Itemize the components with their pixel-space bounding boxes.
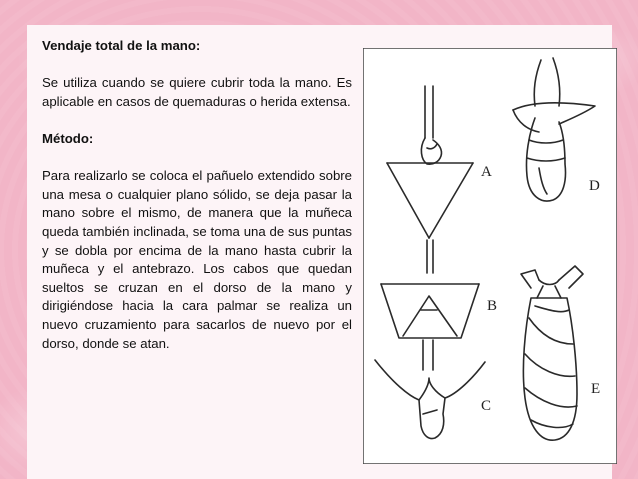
label-b: B [487, 298, 498, 314]
label-a: A [481, 164, 492, 180]
text-column [42, 37, 352, 353]
method-heading: Método: [42, 130, 94, 146]
bandage-illustration [363, 48, 617, 464]
intro-paragraph: Se utiliza cuando se quiere cubrir toda la mano. Es aplicable en casos de quemaduras o herida extensa. [42, 75, 352, 109]
method-paragraph: Para realizarlo se coloca el pañuelo extendido sobre una mesa o cualquier plano sólido, se deja pasar la mano sobre el mismo, de manera que la muñeca queda también inclinada, se toma una de sus puntas y se dobla por encima de la mano hasta cubrir la muñeca y el antebrazo. Los cabos que quedan sueltos se cruzan en el dorso de la mano y dirigiéndose hacia la cara palmar se realiza un nuevo cruzamiento para sacarlos de nuevo por el dorso, donde se atan. [42, 168, 352, 351]
label-d: D [589, 178, 600, 194]
label-c: C [481, 398, 492, 414]
label-e: E [591, 381, 601, 397]
slide-title: Vendaje total de la mano: [42, 38, 201, 53]
